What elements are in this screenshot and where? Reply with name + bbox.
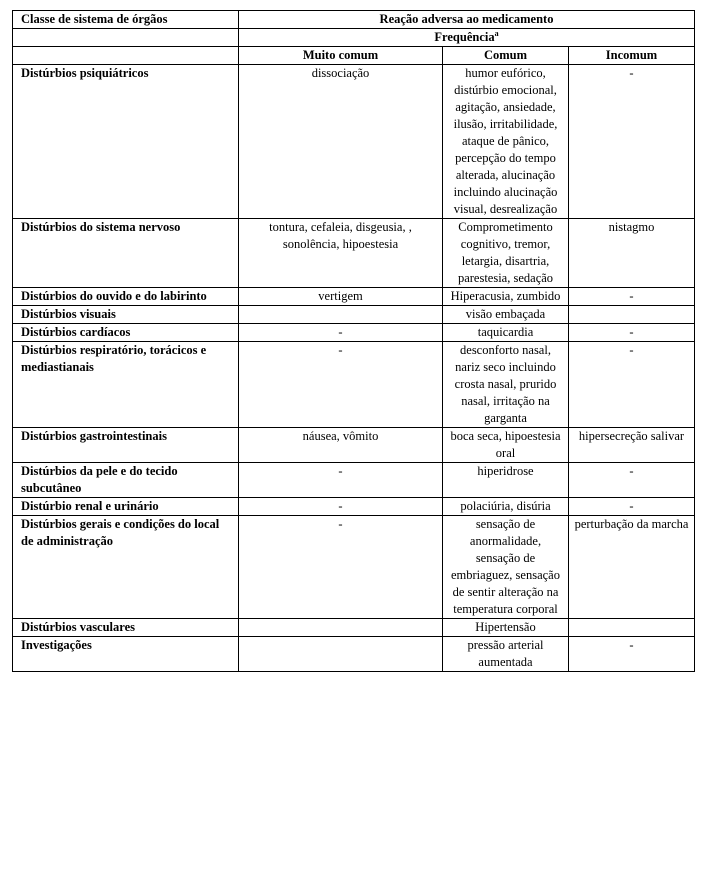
header-frequency [239,29,695,47]
header-empty [13,47,239,65]
cell-soc: Distúrbios gastrointestinais [13,428,239,463]
cell-soc: Distúrbios cardíacos [13,324,239,342]
cell-common: Comprometimento cognitivo, tremor, letargia, disartria, parestesia, sedação [443,219,569,288]
table-body [13,65,695,672]
cell-common: taquicardia [443,324,569,342]
cell-very-common [239,619,443,637]
cell-common: hiperidrose [443,463,569,498]
cell-very-common [239,637,443,672]
cell-soc: Distúrbios vasculares [13,619,239,637]
cell-very-common: - [239,324,443,342]
header-very-common: Muito comum [239,47,443,65]
cell-common: pressão arterial aumentada [443,637,569,672]
header-row-3 [13,47,695,65]
cell-very-common: náusea, vômito [239,428,443,463]
cell-very-common: dissociação [239,65,443,219]
cell-very-common: - [239,516,443,619]
frequency-label: Frequência [434,30,495,44]
table-row [13,65,695,219]
cell-very-common: - [239,463,443,498]
header-row-2 [13,29,695,47]
header-empty [13,29,239,47]
cell-uncommon: - [569,65,695,219]
cell-common: sensação de anormalidade, sensação de embriaguez, sensação de sentir alteração na temperatura corporal [443,516,569,619]
cell-uncommon: - [569,288,695,306]
header-adr: Reação adversa ao medicamento [239,11,695,29]
cell-common: boca seca, hipoestesia oral [443,428,569,463]
frequency-footnote-marker: a [494,28,499,38]
cell-soc: Distúrbios do sistema nervoso [13,219,239,288]
header-row-1 [13,11,695,29]
header-uncommon: Incomum [569,47,695,65]
cell-uncommon: - [569,637,695,672]
cell-uncommon: - [569,463,695,498]
cell-uncommon [569,306,695,324]
header-common: Comum [443,47,569,65]
cell-common: humor eufórico, distúrbio emocional, agitação, ansiedade, ilusão, irritabilidade, ataque de pânico, percepção do tempo alterada, alucinação incluindo alucinação visual, desrealização [443,65,569,219]
table-row [13,342,695,428]
cell-common: polaciúria, disúria [443,498,569,516]
cell-soc: Distúrbios da pele e do tecido subcutâneo [13,463,239,498]
cell-very-common: tontura, cefaleia, disgeusia, , sonolência, hipoestesia [239,219,443,288]
cell-soc: Distúrbios respiratório, torácicos e mediastianais [13,342,239,428]
table-row [13,288,695,306]
table-row [13,324,695,342]
table-row [13,498,695,516]
adverse-reactions-table [12,10,695,672]
cell-uncommon: - [569,342,695,428]
table-row [13,219,695,288]
cell-soc: Distúrbios visuais [13,306,239,324]
cell-uncommon: nistagmo [569,219,695,288]
cell-common: desconforto nasal, nariz seco incluindo crosta nasal, prurido nasal, irritação na garganta [443,342,569,428]
table-row [13,428,695,463]
cell-soc: Distúrbios do ouvido e do labirinto [13,288,239,306]
cell-soc: Investigações [13,637,239,672]
cell-uncommon: perturbação da marcha [569,516,695,619]
cell-soc: Distúrbios gerais e condições do local de administração [13,516,239,619]
table-row [13,306,695,324]
cell-very-common [239,306,443,324]
cell-uncommon [569,619,695,637]
cell-common: Hiperacusia, zumbido [443,288,569,306]
cell-uncommon: - [569,324,695,342]
cell-uncommon: hipersecreção salivar [569,428,695,463]
cell-uncommon: - [569,498,695,516]
cell-common: Hipertensão [443,619,569,637]
cell-soc: Distúrbios psiquiátricos [13,65,239,219]
cell-very-common: vertigem [239,288,443,306]
cell-soc: Distúrbio renal e urinário [13,498,239,516]
cell-very-common: - [239,498,443,516]
header-soc: Classe de sistema de órgãos [13,11,239,29]
table-row [13,637,695,672]
table-row [13,516,695,619]
table-row [13,619,695,637]
table-header [13,11,695,65]
cell-common: visão embaçada [443,306,569,324]
table-row [13,463,695,498]
cell-very-common: - [239,342,443,428]
